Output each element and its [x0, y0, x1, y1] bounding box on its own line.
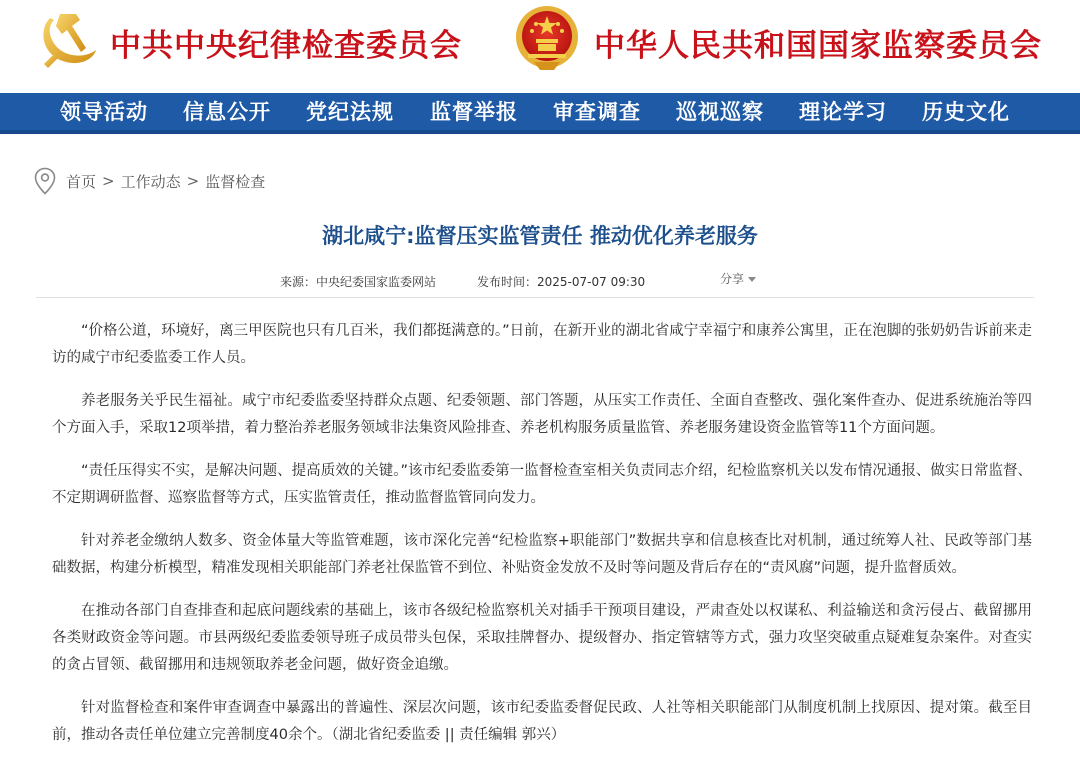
nav-item-theory[interactable]: 理论学习 — [799, 99, 887, 124]
article-paragraph: “责任压得实不实，是解决问题、提高质效的关键。”该市纪委监委第一监督检查室相关负责同志介绍，纪检监察机关以发布情况通报、做实日常监督、不定期调研监督、巡察监督等方式，压实监管责任，推动监督监管同向发力。 — [52, 463, 1032, 506]
article-paragraph: 养老服务关乎民生福祉。咸宁市纪委监委坚持群众点题、纪委领题、部门答题，从压实工作责任、全面自查整改、强化案件查办、促进系统施治等四个方面入手，采取12项举措，着力整治养老服务领域非法集资风险排查、养老机构服务质量监管、养老服务建设资金监管等11个方面问题。 — [52, 393, 1032, 436]
time-label: 发布时间： — [477, 275, 538, 289]
chevron-down-icon — [748, 277, 756, 282]
nav-item-investigation[interactable]: 审查调查 — [553, 99, 641, 124]
breadcrumb-separator: > — [102, 172, 115, 190]
nav-item-regulations[interactable]: 党纪法规 — [306, 99, 394, 124]
breadcrumb-supervision[interactable]: 监督检查 — [205, 172, 266, 191]
article-title: 湖北咸宁:监督压实监管责任 推动优化养老服务 — [322, 224, 758, 248]
share-label: 分享 — [720, 272, 745, 286]
title-divider — [36, 297, 1034, 298]
nav-item-inspection[interactable]: 巡视巡察 — [676, 99, 764, 124]
share-button[interactable] — [720, 270, 756, 287]
nav-item-leadership[interactable]: 领导活动 — [60, 99, 148, 124]
nav-item-report[interactable]: 监督举报 — [430, 99, 518, 124]
party-emblem-icon[interactable] — [36, 6, 100, 70]
source-value: 中央纪委国家监委网站 — [316, 275, 437, 289]
article-paragraph: 针对监督检查和案件审查调查中暴露出的普遍性、深层次问题，该市纪委监委督促民政、人社等相关职能部门从制度机制上找原因、提对策。截至目前，推动各责任单位建立完善制度40余个。（湖北省纪委监委 || 责任编辑 郭兴） — [52, 700, 1032, 743]
article-paragraph: 针对养老金缴纳人数多、资金体量大等监管难题，该市深化完善“纪检监察+职能部门”数据共享和信息核查比对机制，通过统筹人社、民政等部门基础数据，构建分析模型，精准发现相关职能部门养老社保监管不到位、补贴资金发放不及时等问题及背后存在的“责风腐”问题，提升监督质效。 — [52, 533, 1032, 576]
nav-item-history[interactable]: 历史文化 — [922, 99, 1010, 124]
article-paragraph: 在推动各部门自查排查和起底问题线索的基础上，该市各级纪检监察机关对插手干预项目建设，严肃查处以权谋私、利益输送和贪污侵占、截留挪用各类财政资金等问题。市县两级纪委监委领导班子成员带头包保，采取挂牌督办、提级督办、指定管辖等方式，强力攻坚突破重点疑难复杂案件。对查实的贪占冒领、截留挪用和违规领取养老金问题，做好资金追缴。 — [52, 603, 1032, 673]
national-emblem-icon[interactable] — [514, 4, 580, 74]
article-time — [477, 273, 645, 290]
site-header — [0, 0, 1080, 93]
location-pin-icon — [34, 167, 56, 195]
article-body — [52, 318, 1032, 765]
source-label: 来源： — [280, 275, 317, 289]
time-value: 2025-07-07 09:30 — [537, 275, 646, 289]
breadcrumb — [34, 166, 265, 196]
article-meta — [0, 273, 1080, 291]
cpc-ccdi-title[interactable]: 中共中央纪律检查委员会 — [110, 28, 462, 64]
main-nav — [0, 93, 1080, 134]
article-paragraph: “价格公道，环境好，离三甲医院也只有几百米，我们都挺满意的。”日前，在新开业的湖北省咸宁幸福宁和康养公寓里，正在泡脚的张奶奶告诉前来走访的咸宁市纪委监委工作人员。 — [52, 323, 1032, 366]
breadcrumb-home[interactable]: 首页 — [66, 172, 97, 191]
breadcrumb-work-news[interactable]: 工作动态 — [120, 172, 181, 191]
nav-item-info-disclosure[interactable]: 信息公开 — [183, 99, 271, 124]
nsc-title[interactable]: 中华人民共和国国家监察委员会 — [594, 28, 1042, 64]
breadcrumb-separator: > — [186, 172, 200, 190]
article-source — [280, 273, 436, 290]
